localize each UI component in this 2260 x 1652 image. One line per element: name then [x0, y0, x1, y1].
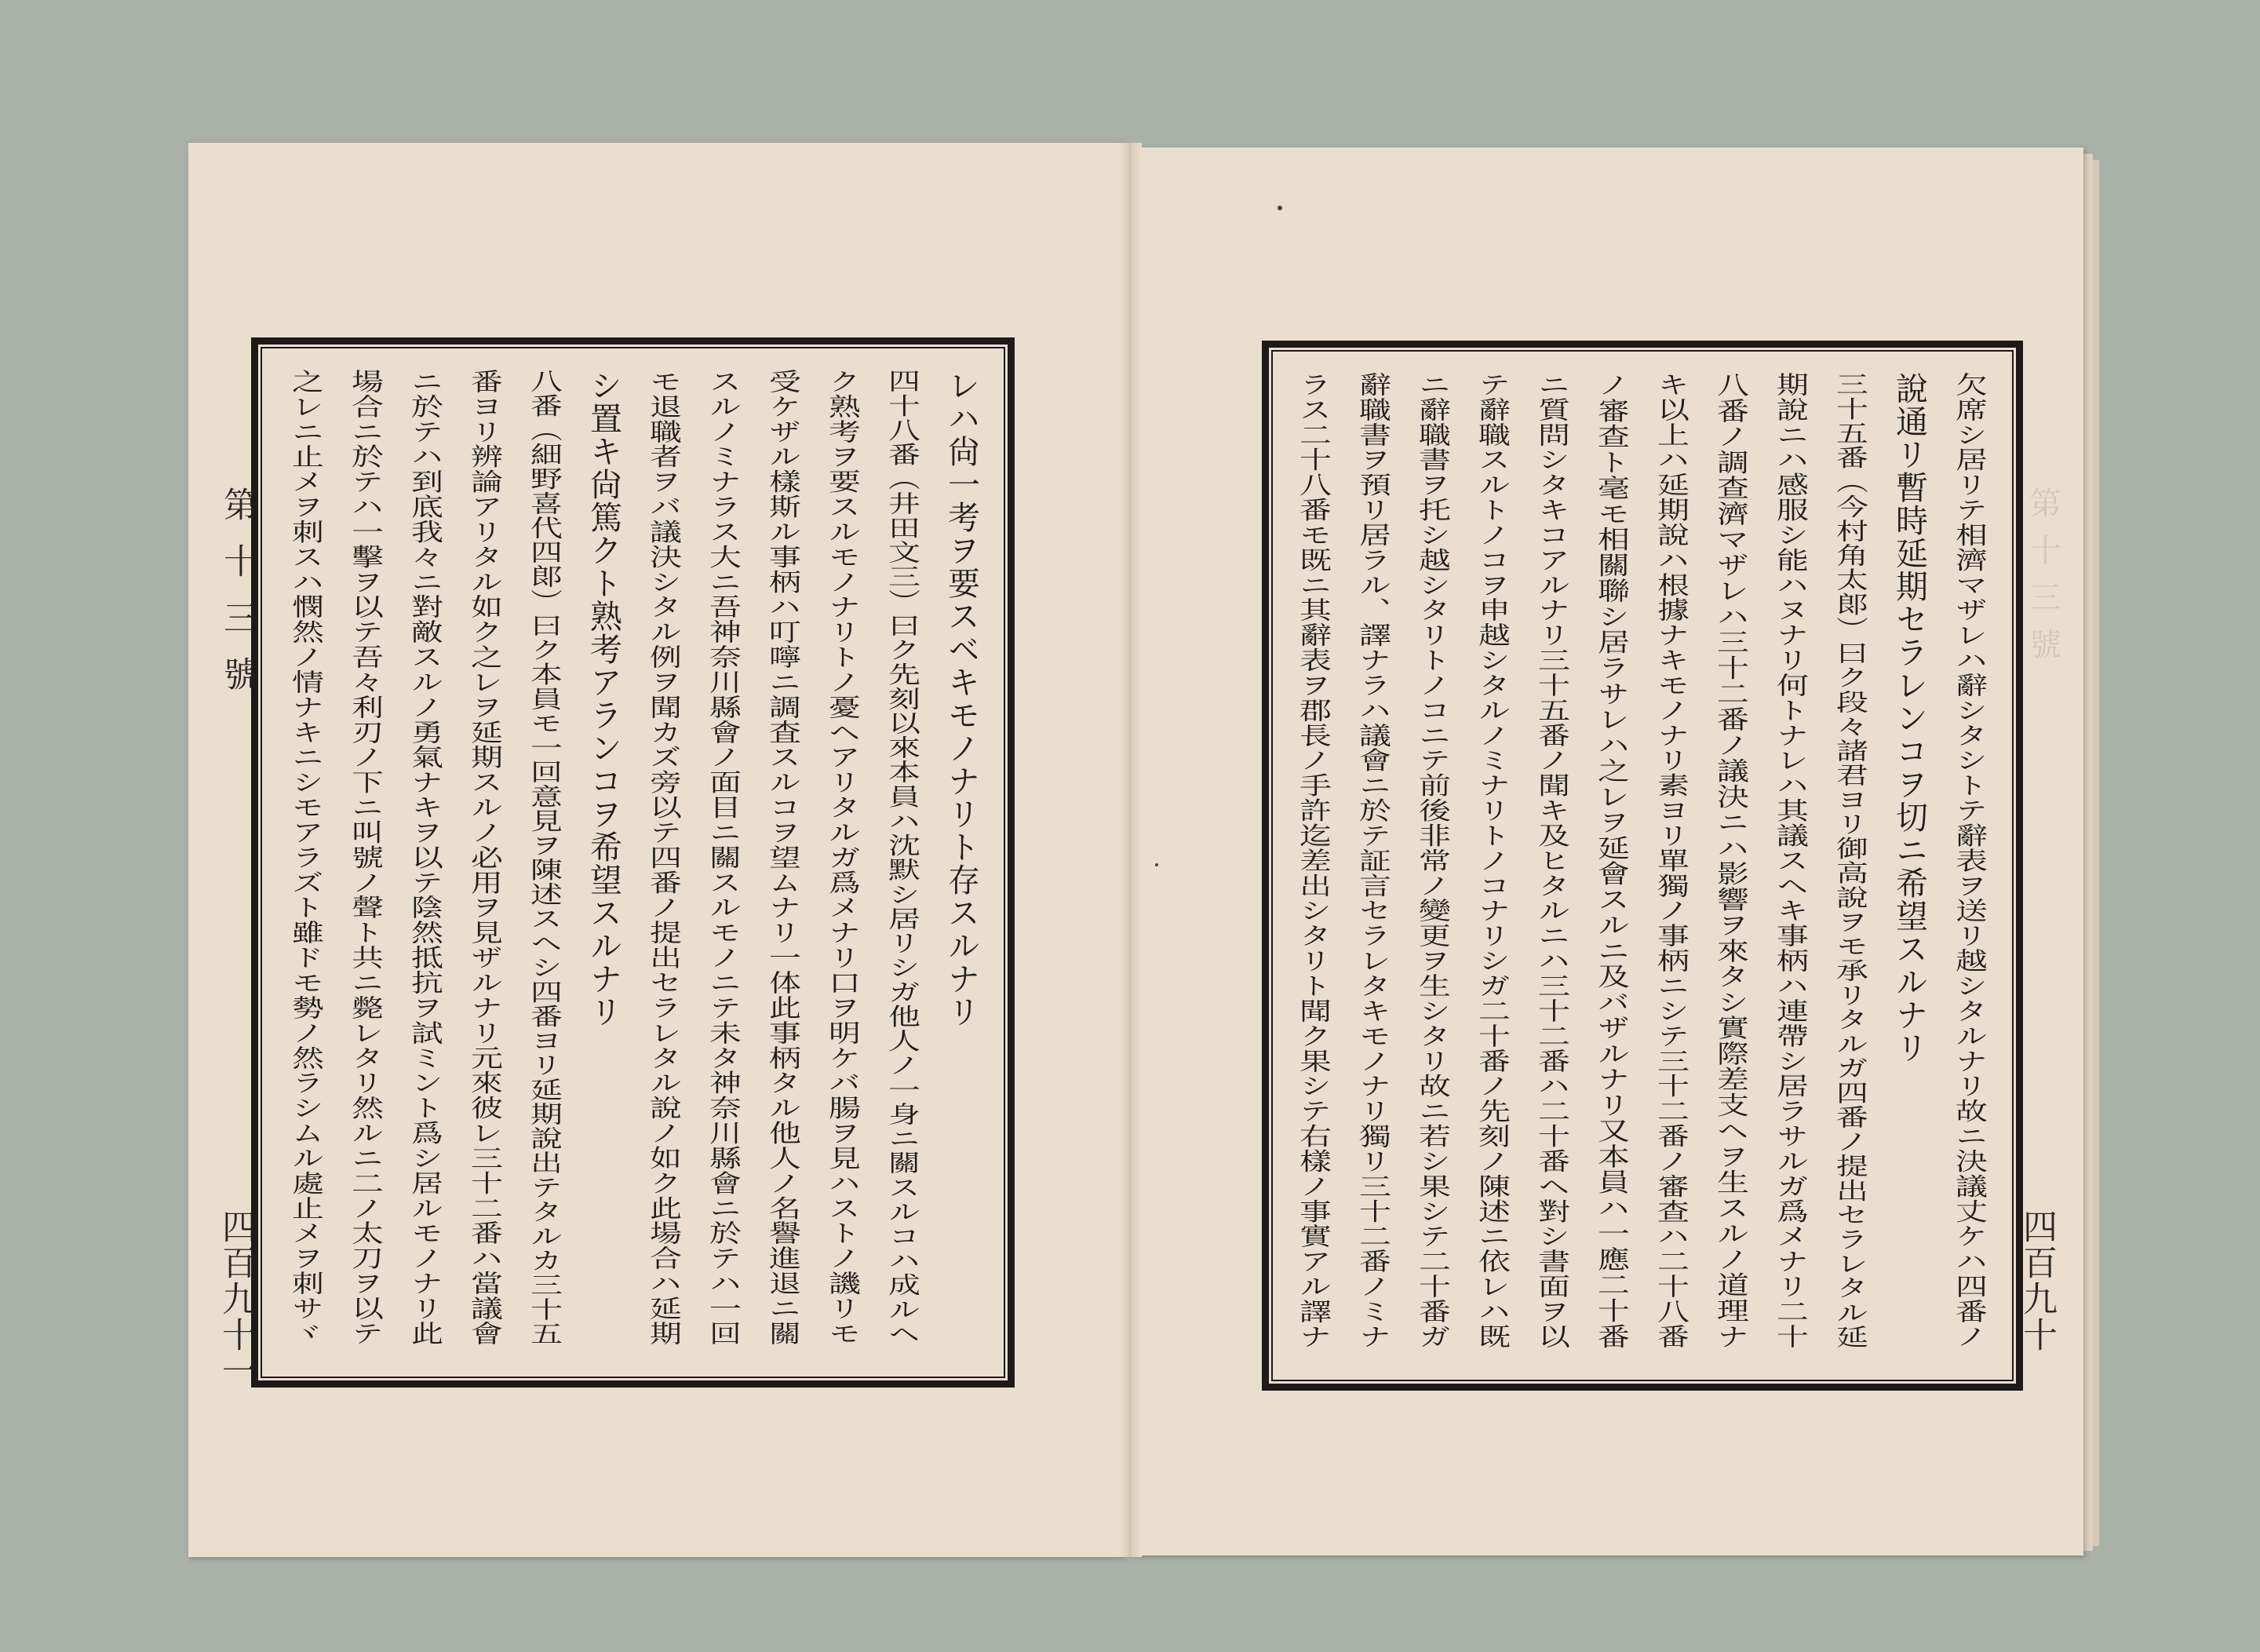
- book-gutter: [1118, 143, 1142, 1557]
- text-column: 辭職書ヲ預リ居ラル、譯ナラハ議會ニ於テ証言セラレタキモノナリ獨リ三十二番ノミナ: [1354, 372, 1391, 1349]
- text-column: ニ於テハ到底我々ニ對敵スルノ勇氣ナキヲ以テ陰然抵抗ヲ試ミント爲シ居ルモノナリ此: [406, 369, 443, 1346]
- text-column: ラス二十八番モ既ニ其辭表ヲ郡長ノ手許迄差出シタリト聞ク果シテ右樣ノ事實アル譯ナ: [1294, 372, 1332, 1349]
- text-column: 欠席シ居リテ相濟マザレハ辭シタシトテ辭表ヲ送リ越シタルナリ故ニ決議丈ケハ四番ノ: [1950, 372, 1988, 1349]
- text-column: ニ質問シタキコアルナリ三十五番ノ聞キ及ヒタルニハ三十二番ハ二十番ヘ對シ書面ヲ以: [1533, 372, 1570, 1349]
- text-column: スルノミナラス大ニ吾神奈川縣會ノ面目ニ關スルモノニテ未タ神奈川縣會ニ於テハ一回: [704, 369, 742, 1346]
- text-column: 說通リ暫時延期セラレンコヲ切ニ希望スルナリ: [1890, 372, 1928, 1064]
- text-column: 場合ニ於テハ一擊ヲ以テ吾々利刃ノ下ニ叫號ノ聲ト共ニ斃レタリ然ルニ二ノ太刀ヲ以テ: [346, 369, 384, 1346]
- text-column: 三十五番（今村角太郞）曰ク段々諸君ヨリ御高說ヲモ承リタルガ四番ノ提出セラレタル延: [1831, 372, 1868, 1349]
- volume-label: 第十三號: [217, 487, 257, 713]
- text-column: ニ辭職書ヲ托シ越シタリトノコニテ前後非常ノ變更ヲ生シタリ故ニ若シ果シテ二十番ガ: [1413, 372, 1451, 1349]
- paper-speck: [1278, 206, 1282, 210]
- text-column: 番ヨリ辨論アリタル如ク之レヲ延期スルノ必用ヲ見ザルナリ元來彼レ三十二番ハ當議會: [465, 369, 503, 1346]
- text-column: 期說ニハ感服シ能ハヌナリ何トナレハ其議スヘキ事柄ハ連帶シ居ラサルガ爲メナリ二十: [1771, 372, 1809, 1349]
- page-number-right: 四百九十: [2017, 1209, 2057, 1353]
- page-number-left: 四百九十一: [216, 1209, 256, 1389]
- text-column: レハ尙一考ヲ要スベキモノナリト存スルナリ: [942, 369, 980, 1028]
- text-column: キ以上ハ延期說ハ根據ナキモノナリ素ヨリ單獨ノ事柄ニシテ三十二番ノ審查ハ二十八番: [1652, 372, 1690, 1349]
- bleed-through-text: 第十三號: [2025, 487, 2061, 675]
- text-column: ノ審查ト毫モ相關聯シ居ラサレハ之レヲ延會スルニ及バザルナリ又本員ハ一應二十番: [1592, 372, 1630, 1349]
- text-column: ク熟考ヲ要スルモノナリトノ憂ヘアリタルガ爲メナリ口ヲ明ケバ腸ヲ見ハストノ譏リモ: [823, 369, 861, 1346]
- text-column: 之レニ止メヲ刺スハ憫然ノ情ナキニシモアラズト雖ドモ勢ノ然ラシムル處止メヲ刺サヾ: [286, 369, 324, 1346]
- text-column: 受ケザル樣斯ル事柄ハ叮嚀ニ調査スルコヲ望ムナリ一体此事柄タル他人ノ名譽進退ニ關: [764, 369, 801, 1346]
- text-column: 八番（細野喜代四郞）曰ク本員モ一回意見ヲ陳述スヘシ四番ヨリ延期說出テタルカ三十五: [525, 369, 563, 1346]
- text-column: シ置キ尙篤クト熟考アランコヲ希望スルナリ: [585, 369, 622, 1028]
- text-column: モ退職者ヲバ議決シタル例ヲ聞カズ旁以テ四番ノ提出セラレタル說ノ如ク此場合ハ延期: [644, 369, 682, 1346]
- text-column: 四十八番（井田文三）曰ク先刻以來本員ハ沈默シ居リシガ他人ノ一身ニ關スルコハ成ルヘ: [883, 369, 920, 1346]
- page-stack-edge: [2093, 160, 2099, 1546]
- paper-speck: [1155, 863, 1158, 866]
- text-column: 八番ノ調查濟マザレハ三十二番ノ議決ニハ影響ヲ來タシ實際差支ヘヲ生スルノ道理ナ: [1711, 372, 1749, 1349]
- page-stack-edge: [2083, 154, 2093, 1551]
- text-column: テ辭職スルトノコヲ申越シタルノミナリトノコナリシガ二十番ノ先刻ノ陳述ニ依レハ既: [1473, 372, 1511, 1349]
